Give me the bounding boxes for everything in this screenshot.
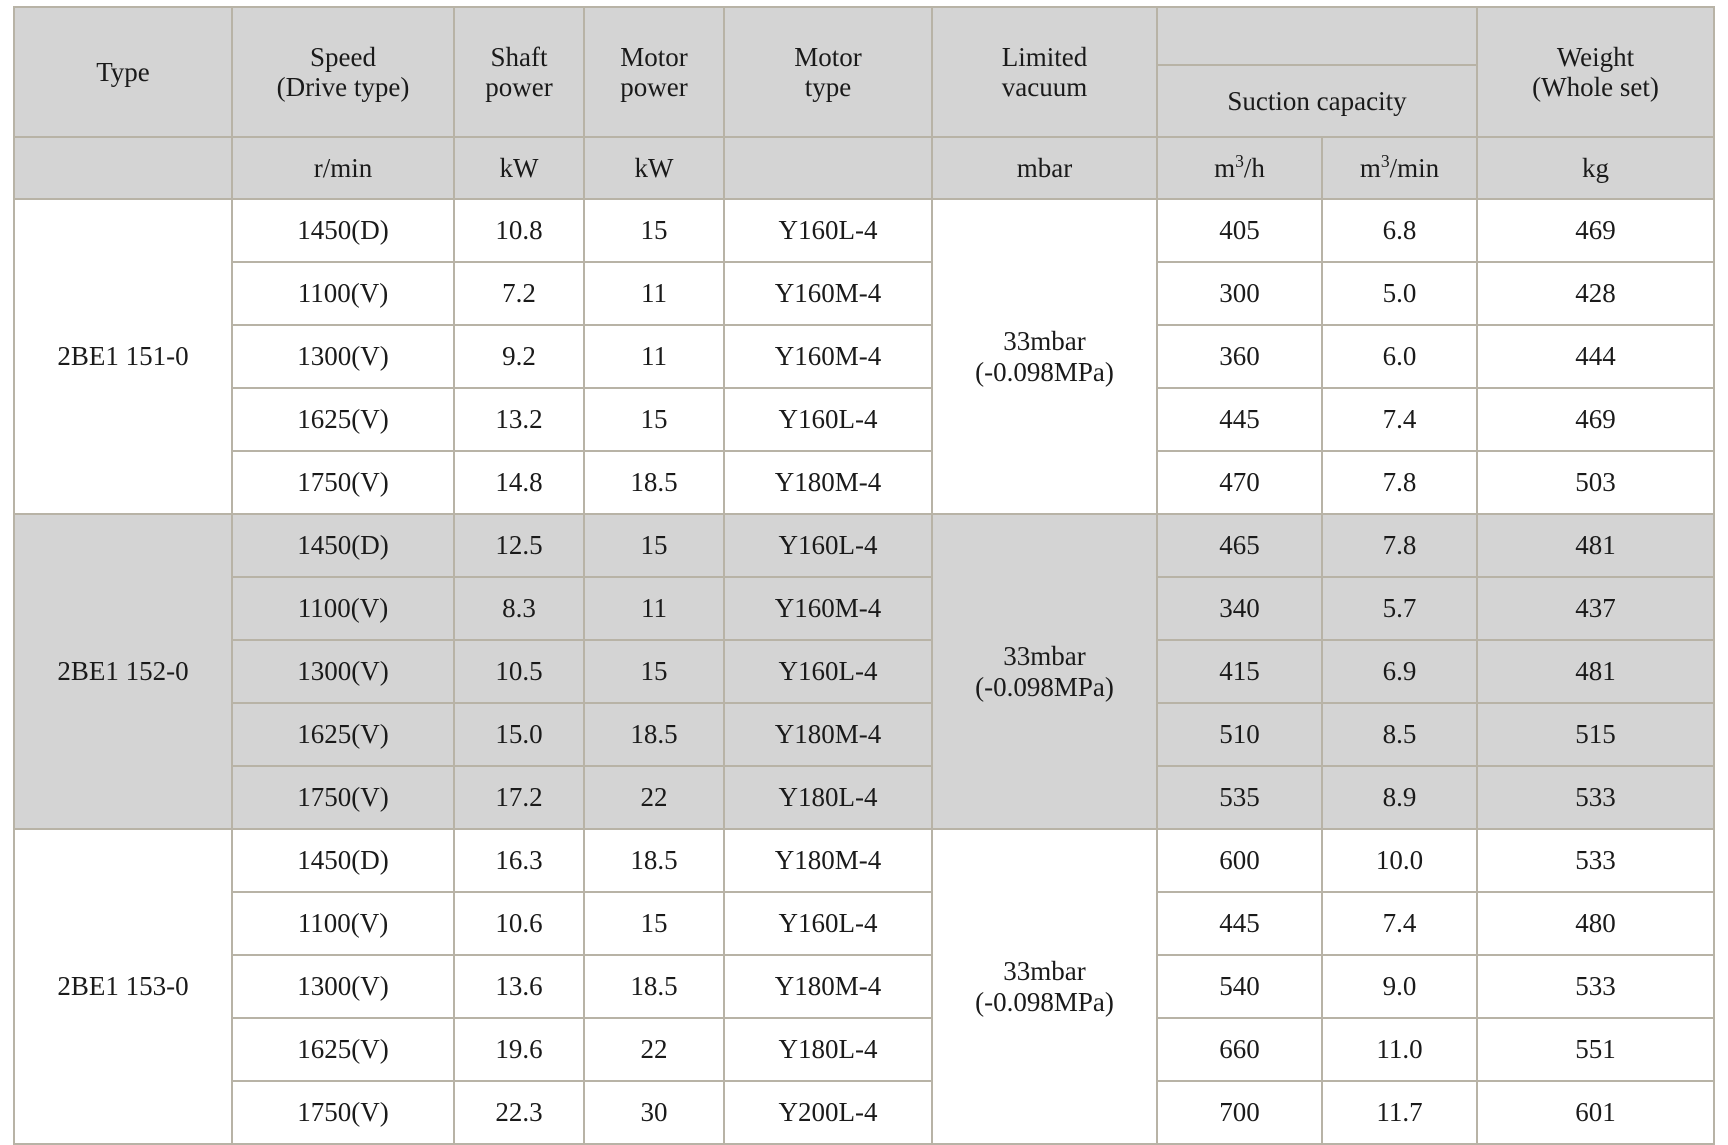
table-row	[14, 577, 1714, 640]
cell-suction-m3h: 340	[1157, 577, 1322, 640]
cell-weight: 481	[1477, 514, 1714, 577]
column-header-speed-line1: Speed	[310, 41, 376, 72]
unit-vacuum: mbar	[932, 137, 1157, 199]
cell-motor-power: 11	[584, 325, 724, 388]
cell-type: 2BE1 153-0	[14, 829, 232, 1144]
cell-shaft-power: 17.2	[454, 766, 584, 829]
cell-shaft-power: 16.3	[454, 829, 584, 892]
cell-weight: 533	[1477, 955, 1714, 1018]
column-header-speed	[232, 7, 454, 137]
cell-limited-vacuum	[932, 199, 1157, 514]
cell-vacuum-line1: 33mbar	[1003, 956, 1086, 987]
header-row-titles	[14, 7, 1714, 65]
cell-shaft-power: 8.3	[454, 577, 584, 640]
cell-suction-m3h: 300	[1157, 262, 1322, 325]
cell-motor-type: Y160L-4	[724, 388, 932, 451]
table-header	[14, 7, 1714, 199]
cell-vacuum-line1: 33mbar	[1003, 641, 1086, 672]
cell-suction-m3min: 7.4	[1322, 892, 1477, 955]
cell-motor-power: 18.5	[584, 829, 724, 892]
unit-motor-power: kW	[584, 137, 724, 199]
cell-weight: 428	[1477, 262, 1714, 325]
header-row-units	[14, 137, 1714, 199]
table-row	[14, 640, 1714, 703]
cell-speed: 1450(D)	[232, 829, 454, 892]
cell-speed: 1750(V)	[232, 451, 454, 514]
cell-suction-m3min: 6.9	[1322, 640, 1477, 703]
column-header-speed-line2: (Drive type)	[276, 72, 410, 102]
cell-weight: 469	[1477, 388, 1714, 451]
cell-shaft-power: 13.2	[454, 388, 584, 451]
unit-motor-type	[724, 137, 932, 199]
cell-shaft-power: 13.6	[454, 955, 584, 1018]
cell-suction-m3h: 465	[1157, 514, 1322, 577]
cell-limited-vacuum	[932, 514, 1157, 829]
cell-motor-type: Y160L-4	[724, 892, 932, 955]
cell-motor-power: 22	[584, 1018, 724, 1081]
cell-motor-power: 15	[584, 199, 724, 262]
cell-shaft-power: 9.2	[454, 325, 584, 388]
cell-weight: 601	[1477, 1081, 1714, 1144]
cell-weight: 469	[1477, 199, 1714, 262]
cell-motor-type: Y160L-4	[724, 199, 932, 262]
cell-shaft-power: 10.5	[454, 640, 584, 703]
table-row	[14, 829, 1714, 892]
cell-vacuum-line2: (-0.098MPa)	[975, 356, 1114, 387]
cell-motor-type: Y160M-4	[724, 577, 932, 640]
column-header-shaft-line1: Shaft	[490, 41, 548, 72]
unit-m3h-pre: m	[1214, 152, 1236, 183]
table-row	[14, 199, 1714, 262]
unit-m3min-pre: m	[1359, 152, 1381, 183]
cell-weight: 551	[1477, 1018, 1714, 1081]
column-header-weight-line2: (Whole set)	[1532, 72, 1659, 102]
table-row	[14, 892, 1714, 955]
column-header-weight	[1477, 7, 1714, 137]
cell-speed: 1450(D)	[232, 199, 454, 262]
cell-motor-type: Y180M-4	[724, 829, 932, 892]
cell-motor-type: Y160M-4	[724, 262, 932, 325]
cell-speed: 1100(V)	[232, 892, 454, 955]
cell-suction-m3min: 11.7	[1322, 1081, 1477, 1144]
column-header-limited-vacuum	[932, 7, 1157, 137]
cell-weight: 533	[1477, 766, 1714, 829]
cell-speed: 1450(D)	[232, 514, 454, 577]
cell-suction-m3min: 7.4	[1322, 388, 1477, 451]
cell-speed: 1750(V)	[232, 1081, 454, 1144]
cell-motor-type: Y200L-4	[724, 1081, 932, 1144]
column-header-suction-capacity: Suction capacity	[1157, 65, 1477, 137]
cell-shaft-power: 12.5	[454, 514, 584, 577]
table-body	[14, 199, 1714, 1144]
column-header-motor-power-line1: Motor	[620, 41, 688, 72]
cell-motor-power: 15	[584, 514, 724, 577]
cell-speed: 1100(V)	[232, 577, 454, 640]
column-header-motor-type-line2: type	[804, 72, 852, 102]
cell-suction-m3min: 8.5	[1322, 703, 1477, 766]
cell-shaft-power: 10.8	[454, 199, 584, 262]
column-header-vacuum-line2: vacuum	[1001, 72, 1088, 102]
table-row	[14, 1018, 1714, 1081]
cell-motor-type: Y180L-4	[724, 766, 932, 829]
cell-motor-type: Y180M-4	[724, 451, 932, 514]
cell-suction-m3min: 7.8	[1322, 451, 1477, 514]
unit-type	[14, 137, 232, 199]
column-header-motor-power-line2: power	[620, 72, 688, 102]
cell-weight: 437	[1477, 577, 1714, 640]
cell-shaft-power: 10.6	[454, 892, 584, 955]
column-header-motor-type-line1: Motor	[794, 41, 862, 72]
cell-shaft-power: 15.0	[454, 703, 584, 766]
cell-speed: 1100(V)	[232, 262, 454, 325]
table-row	[14, 703, 1714, 766]
cell-motor-type: Y180M-4	[724, 955, 932, 1018]
table-row	[14, 325, 1714, 388]
cell-motor-type: Y160L-4	[724, 514, 932, 577]
table-row	[14, 262, 1714, 325]
cell-shaft-power: 22.3	[454, 1081, 584, 1144]
cell-suction-m3h: 540	[1157, 955, 1322, 1018]
column-header-shaft-power	[454, 7, 584, 137]
column-header-spacer	[1157, 7, 1477, 65]
cell-shaft-power: 19.6	[454, 1018, 584, 1081]
cell-weight: 481	[1477, 640, 1714, 703]
pump-specification-table	[13, 6, 1715, 1145]
table-row	[14, 1081, 1714, 1144]
column-header-motor-type	[724, 7, 932, 137]
cell-motor-power: 22	[584, 766, 724, 829]
cell-speed: 1300(V)	[232, 640, 454, 703]
cell-type: 2BE1 151-0	[14, 199, 232, 514]
cell-motor-type: Y180M-4	[724, 703, 932, 766]
cell-motor-power: 18.5	[584, 955, 724, 1018]
cell-speed: 1625(V)	[232, 703, 454, 766]
cell-vacuum-line2: (-0.098MPa)	[975, 986, 1114, 1017]
cell-suction-m3min: 11.0	[1322, 1018, 1477, 1081]
cell-weight: 515	[1477, 703, 1714, 766]
cell-suction-m3h: 700	[1157, 1081, 1322, 1144]
cell-suction-m3min: 6.0	[1322, 325, 1477, 388]
cell-suction-m3h: 535	[1157, 766, 1322, 829]
column-header-vacuum-line1: Limited	[1001, 41, 1088, 72]
unit-m3h-sup: 3	[1235, 150, 1244, 171]
table-row	[14, 451, 1714, 514]
table-row	[14, 388, 1714, 451]
table-row	[14, 766, 1714, 829]
cell-weight: 480	[1477, 892, 1714, 955]
cell-suction-m3h: 660	[1157, 1018, 1322, 1081]
cell-suction-m3min: 9.0	[1322, 955, 1477, 1018]
cell-suction-m3h: 360	[1157, 325, 1322, 388]
cell-limited-vacuum	[932, 829, 1157, 1144]
cell-type: 2BE1 152-0	[14, 514, 232, 829]
column-header-type: Type	[14, 7, 232, 137]
column-header-weight-line1: Weight	[1556, 41, 1635, 72]
cell-motor-type: Y160M-4	[724, 325, 932, 388]
cell-motor-power: 18.5	[584, 451, 724, 514]
cell-speed: 1625(V)	[232, 388, 454, 451]
cell-vacuum-line2: (-0.098MPa)	[975, 671, 1114, 702]
cell-motor-power: 15	[584, 892, 724, 955]
column-header-motor-power	[584, 7, 724, 137]
cell-suction-m3h: 510	[1157, 703, 1322, 766]
cell-weight: 444	[1477, 325, 1714, 388]
unit-m3h	[1157, 137, 1322, 199]
cell-suction-m3min: 8.9	[1322, 766, 1477, 829]
cell-suction-m3min: 10.0	[1322, 829, 1477, 892]
cell-motor-type: Y180L-4	[724, 1018, 932, 1081]
unit-speed: r/min	[232, 137, 454, 199]
unit-weight: kg	[1477, 137, 1714, 199]
cell-shaft-power: 7.2	[454, 262, 584, 325]
cell-suction-m3min: 6.8	[1322, 199, 1477, 262]
cell-suction-m3h: 445	[1157, 892, 1322, 955]
cell-motor-power: 11	[584, 577, 724, 640]
table-row	[14, 514, 1714, 577]
column-header-shaft-line2: power	[485, 72, 553, 102]
cell-speed: 1300(V)	[232, 325, 454, 388]
cell-vacuum-line1: 33mbar	[1003, 326, 1086, 357]
cell-speed: 1625(V)	[232, 1018, 454, 1081]
cell-motor-power: 15	[584, 640, 724, 703]
cell-suction-m3h: 405	[1157, 199, 1322, 262]
cell-suction-m3min: 7.8	[1322, 514, 1477, 577]
unit-m3min-sup: 3	[1380, 150, 1390, 171]
cell-motor-type: Y160L-4	[724, 640, 932, 703]
cell-motor-power: 18.5	[584, 703, 724, 766]
cell-suction-m3min: 5.7	[1322, 577, 1477, 640]
cell-speed: 1300(V)	[232, 955, 454, 1018]
cell-speed: 1750(V)	[232, 766, 454, 829]
cell-motor-power: 11	[584, 262, 724, 325]
cell-motor-power: 15	[584, 388, 724, 451]
unit-shaft-power: kW	[454, 137, 584, 199]
cell-weight: 503	[1477, 451, 1714, 514]
cell-suction-m3h: 470	[1157, 451, 1322, 514]
cell-suction-m3h: 445	[1157, 388, 1322, 451]
cell-suction-m3min: 5.0	[1322, 262, 1477, 325]
cell-weight: 533	[1477, 829, 1714, 892]
unit-m3min-post: /min	[1389, 152, 1440, 183]
cell-shaft-power: 14.8	[454, 451, 584, 514]
table-row	[14, 955, 1714, 1018]
cell-motor-power: 30	[584, 1081, 724, 1144]
cell-suction-m3h: 415	[1157, 640, 1322, 703]
cell-suction-m3h: 600	[1157, 829, 1322, 892]
unit-m3min	[1322, 137, 1477, 199]
unit-m3h-post: /h	[1243, 152, 1265, 183]
